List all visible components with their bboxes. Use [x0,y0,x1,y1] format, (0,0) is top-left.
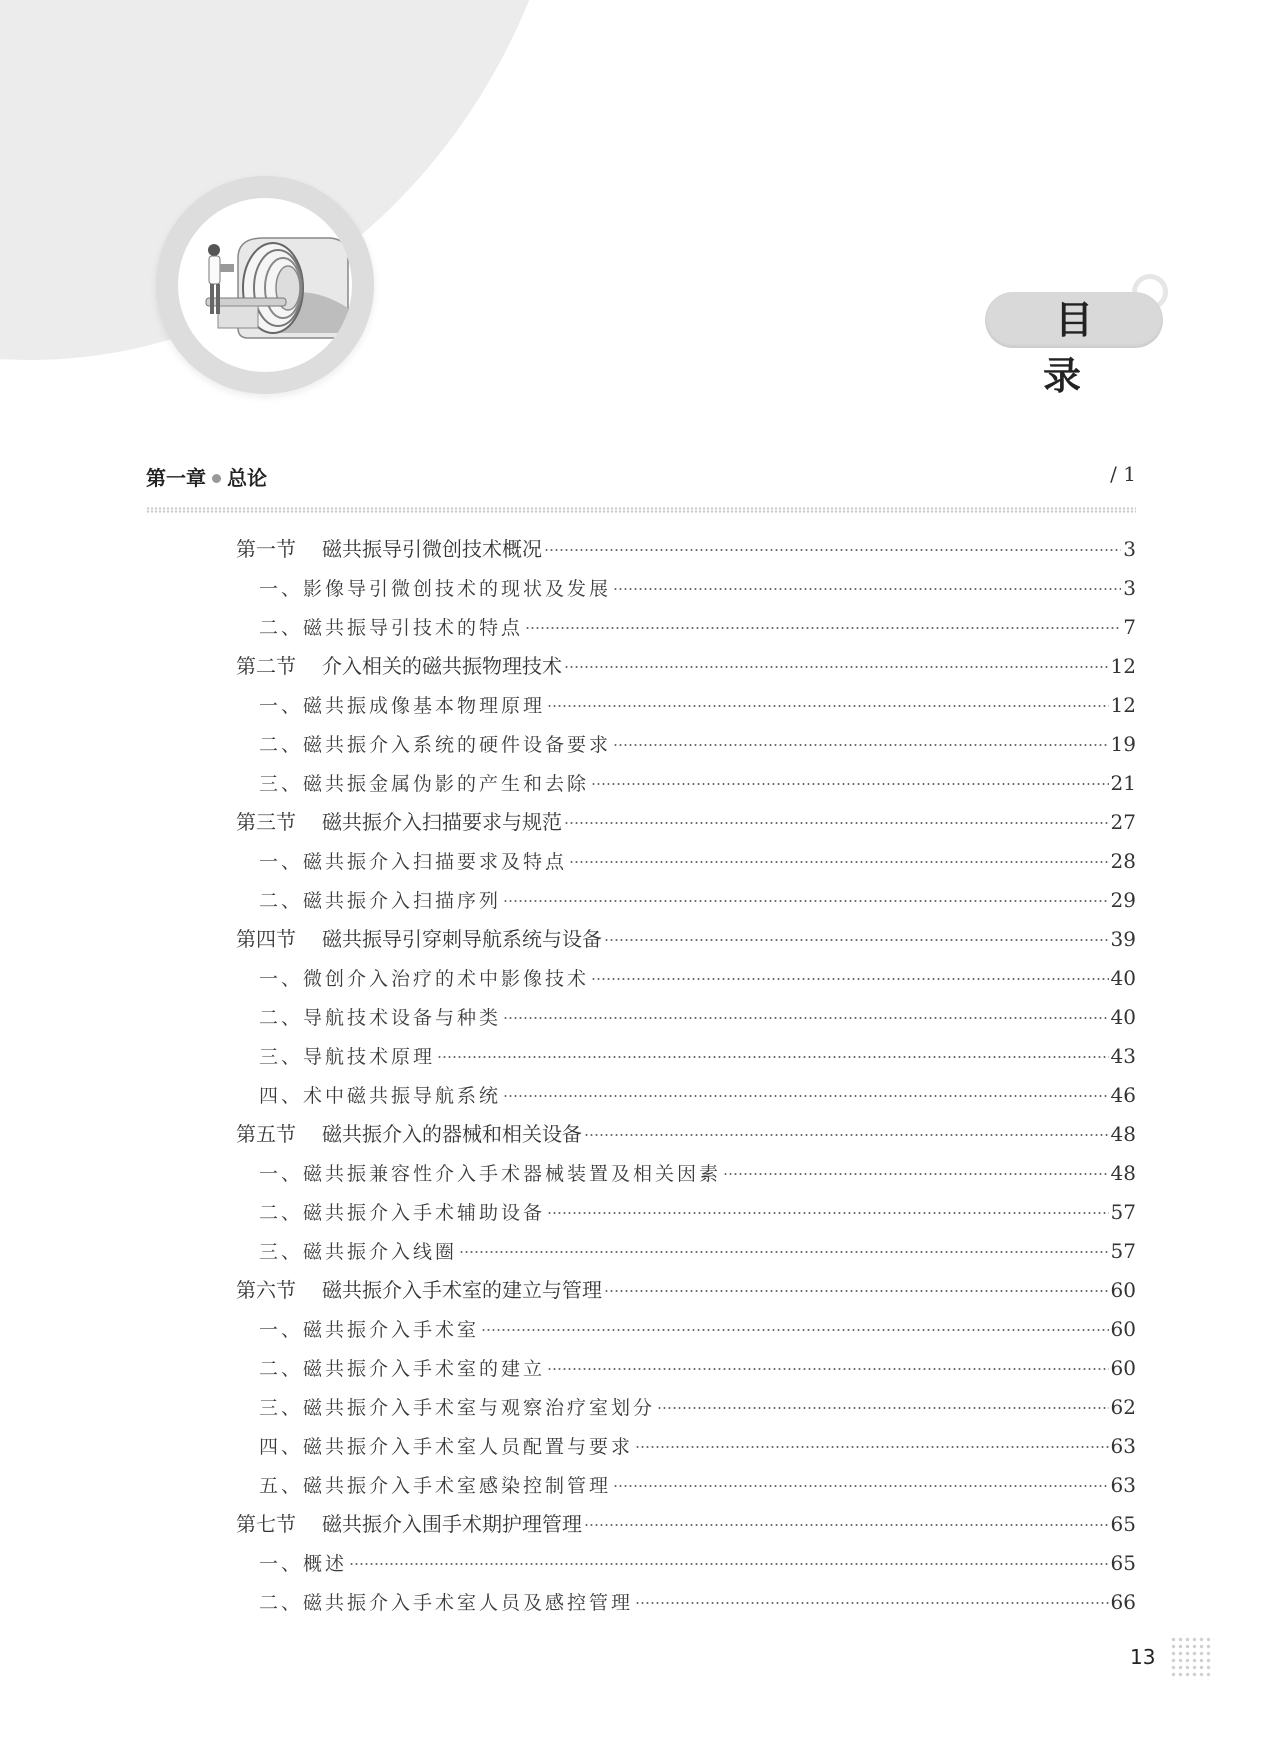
dot-leader [657,1407,1109,1409]
toc-entry-page: 57 [1110,1200,1136,1224]
toc-entry-label: 一、 [259,578,304,600]
toc-entry-page: 48 [1110,1161,1136,1185]
toc-entry-text [259,1077,501,1115]
toc-entry-text [259,609,523,647]
dot-leader [547,1212,1109,1214]
toc-entry-text [259,765,589,803]
toc-entry-page: 28 [1110,849,1136,873]
toc-section[interactable] [236,920,1136,958]
toc-entry-page: 60 [1110,1317,1136,1341]
dot-leader [613,744,1109,746]
toc-item[interactable] [259,998,1136,1036]
toc-entry-page: 66 [1110,1590,1136,1614]
toc-section[interactable] [236,803,1136,841]
toc-entry-title: 概述 [303,1553,348,1575]
toc-entry-text [259,1350,545,1388]
toc-entry-text [259,1233,457,1271]
toc-entry-text [236,803,562,841]
chapter-number: 第一章 [146,466,206,490]
illustration-medallion [156,176,374,394]
dot-leader [547,1368,1109,1370]
dot-leader [525,627,1121,629]
toc-item[interactable] [259,686,1136,724]
toc-entry-title: 磁共振介入手术室与观察治疗室划分 [303,1397,656,1419]
toc-entry-page: 12 [1110,654,1136,678]
toc-entry-title: 磁共振介入手术室人员及感控管理 [303,1592,634,1614]
toc-entry-title: 磁共振介入手术辅助设备 [303,1202,546,1224]
toc-entry-label: 二、 [259,1007,304,1029]
toc-section[interactable] [236,1505,1136,1543]
toc-entry-text [259,570,611,608]
toc-entry-title: 磁共振成像基本物理原理 [303,695,546,717]
toc-entry-page: 21 [1110,771,1136,795]
toc-entry-title: 磁共振导引穿刺导航系统与设备 [322,927,602,951]
dot-leader [459,1251,1109,1253]
toc-entry-text [236,920,602,958]
toc-item[interactable] [259,1466,1136,1504]
toc-item[interactable] [259,1154,1136,1192]
toc-entry-title: 磁共振介入线圈 [303,1241,458,1263]
toc-entry-text [259,726,611,764]
dot-leader [591,978,1109,980]
toc-entry-title: 磁共振介入手术室感染控制管理 [303,1475,612,1497]
toc-item[interactable] [259,1427,1136,1465]
dot-leader [547,705,1109,707]
toc-entry-page: 62 [1110,1395,1136,1419]
toc-entry-label: 二、 [259,1358,304,1380]
dot-leader [437,1056,1109,1058]
toc-entry-page: 46 [1110,1083,1136,1107]
toc-entry-text [259,999,501,1037]
dot-leader [635,1446,1109,1448]
toc-entry-label: 一、 [259,695,304,717]
toc-entry-text [259,1194,545,1232]
toc-entry-page: 43 [1110,1044,1136,1068]
dot-leader [544,549,1121,551]
toc-entry-title: 磁共振介入扫描要求及特点 [303,851,568,873]
toc-entry-title: 磁共振介入手术室的建立与管理 [322,1278,602,1302]
toc-item[interactable] [259,1349,1136,1387]
toc-entry-text [259,1428,633,1466]
toc-item[interactable] [259,608,1136,646]
toc-entry-label: 一、 [259,1553,304,1575]
toc-entry-label: 四、 [259,1436,304,1458]
toc-entry-label: 一、 [259,1163,304,1185]
toc-item[interactable] [259,1544,1136,1582]
toc-entry-label: 第四节 [236,927,296,951]
toc-entry-label: 第一节 [236,537,296,561]
toc-entry-title: 磁共振介入系统的硬件设备要求 [303,734,612,756]
toc-item[interactable] [259,569,1136,607]
dot-leader [591,783,1109,785]
toc-entry-label: 三、 [259,773,304,795]
dot-leader [349,1563,1109,1565]
dot-leader [503,900,1109,902]
toc-entry-text [259,882,501,920]
dot-leader [613,1485,1109,1487]
toc-entry-text [236,530,542,568]
toc-entry-text [259,1155,721,1193]
chapter-bullet-icon [212,474,221,483]
toc-entry-page: 63 [1110,1434,1136,1458]
toc-entry-text [236,1271,602,1309]
toc-entry-label: 二、 [259,890,304,912]
dot-leader [584,1524,1109,1526]
dot-leader [723,1173,1109,1175]
toc-entry-text [259,1467,611,1505]
toc-entry-label: 第六节 [236,1278,296,1302]
toc-entry-label: 第七节 [236,1512,296,1536]
toc-entry-title: 磁共振介入的器械和相关设备 [322,1122,582,1146]
toc-entry-text [259,960,589,998]
toc-entry-title: 磁共振导引微创技术概况 [322,537,542,561]
toc-entry-label: 三、 [259,1241,304,1263]
toc-entry-page: 65 [1110,1512,1136,1536]
dot-leader [564,822,1109,824]
toc-entry-page: 3 [1123,537,1136,561]
toc-entry-text [259,687,545,725]
toc-item[interactable] [259,1037,1136,1075]
toc-entry-page: 29 [1110,888,1136,912]
toc-entry-title: 磁共振金属伪影的产生和去除 [303,773,590,795]
toc-entry-page: 7 [1123,615,1136,639]
page-number: 13 [1130,1645,1156,1669]
toc-entry-text [236,1115,582,1153]
toc-entry-label: 二、 [259,617,304,639]
toc-entry-label: 第三节 [236,810,296,834]
toc-item[interactable] [259,881,1136,919]
toc-entry-text [236,647,562,685]
toc-entry-title: 磁共振导引技术的特点 [303,617,524,639]
toc-entry-page: 19 [1110,732,1136,756]
toc-entry-title: 术中磁共振导航系统 [303,1085,502,1107]
toc-entry-title: 磁共振介入扫描要求与规范 [322,810,562,834]
toc-section[interactable] [236,530,1136,568]
toc-entry-label: 二、 [259,1202,304,1224]
toc-entry-page: 63 [1110,1473,1136,1497]
dot-leader [604,1290,1109,1292]
toc-item[interactable] [259,1388,1136,1426]
toc-item[interactable] [259,725,1136,763]
toc-entry-page: 40 [1110,1005,1136,1029]
toc-item[interactable] [259,1076,1136,1114]
toc-entry-label: 五、 [259,1475,304,1497]
toc-entry-label: 三、 [259,1397,304,1419]
toc-entry-page: 57 [1110,1239,1136,1263]
toc-entry-text [259,843,567,881]
toc-entry-label: 一、 [259,1319,304,1341]
toc-entry-title: 导航技术设备与种类 [303,1007,502,1029]
dot-leader [481,1329,1109,1331]
toc-entry-title: 介入相关的磁共振物理技术 [322,654,562,678]
toc-entry-label: 二、 [259,734,304,756]
toc-entry-title: 导航技术原理 [303,1046,436,1068]
toc-section[interactable] [236,1115,1136,1153]
toc-entry-title: 磁共振介入手术室 [303,1319,480,1341]
toc-entry-label: 三、 [259,1046,304,1068]
toc-section[interactable] [236,1271,1136,1309]
toc-entry-label: 第二节 [236,654,296,678]
chapter-divider [146,507,1136,513]
toc-entry-title: 影像导引微创技术的现状及发展 [303,578,612,600]
dot-leader [604,939,1109,941]
toc-entry-title: 磁共振介入扫描序列 [303,890,502,912]
toc-entry-page: 60 [1110,1278,1136,1302]
toc-entry-text [259,1545,347,1583]
toc-item[interactable] [259,1193,1136,1231]
toc-entry-title: 磁共振兼容性介入手术器械装置及相关因素 [303,1163,722,1185]
toc-item[interactable] [259,842,1136,880]
mri-scanner-illustration [178,198,352,372]
toc-entry-text [259,1038,435,1076]
toc-entry-page: 39 [1110,927,1136,951]
toc-section[interactable] [236,647,1136,685]
toc-entry-label: 四、 [259,1085,304,1107]
toc-entry-page: 48 [1110,1122,1136,1146]
toc-entry-title: 微创介入治疗的术中影像技术 [303,968,590,990]
toc-entry-page: 27 [1110,810,1136,834]
dot-leader [564,666,1109,668]
toc-entry-text [236,1505,582,1543]
toc-entry-page: 65 [1110,1551,1136,1575]
toc-entry-page: 12 [1110,693,1136,717]
toc-entry-label: 第五节 [236,1122,296,1146]
toc-entry-page: 40 [1110,966,1136,990]
toc-entry-title: 磁共振介入手术室的建立 [303,1358,546,1380]
toc-entry-page: 60 [1110,1356,1136,1380]
dot-leader [569,861,1109,863]
toc-entry-title: 磁共振介入手术室人员配置与要求 [303,1436,634,1458]
dot-grid-decoration [1170,1636,1214,1680]
page-title: 目 录 [985,292,1163,348]
toc-item[interactable] [259,959,1136,997]
dot-leader [635,1602,1109,1604]
chapter-title: 总论 [227,466,267,490]
toc-entry-text [259,1311,479,1349]
dot-leader [503,1017,1109,1019]
toc-item[interactable] [259,1232,1136,1270]
toc-entry-label: 二、 [259,1592,304,1614]
toc-item[interactable] [259,764,1136,802]
dot-leader [503,1095,1109,1097]
dot-leader [584,1134,1109,1136]
toc-entry-text [259,1389,655,1427]
chapter-page: / 1 [1110,462,1136,486]
toc-entry-page: 3 [1123,576,1136,600]
toc-entry-title: 磁共振介入围手术期护理管理 [322,1512,582,1536]
dot-leader [613,588,1121,590]
toc-entry-label: 一、 [259,851,304,873]
toc-item[interactable] [259,1583,1136,1621]
toc-item[interactable] [259,1310,1136,1348]
chapter-heading[interactable] [146,462,1136,498]
toc-entry-text [259,1584,633,1622]
toc-entry-label: 一、 [259,968,304,990]
mri-scanner-icon [178,198,352,372]
